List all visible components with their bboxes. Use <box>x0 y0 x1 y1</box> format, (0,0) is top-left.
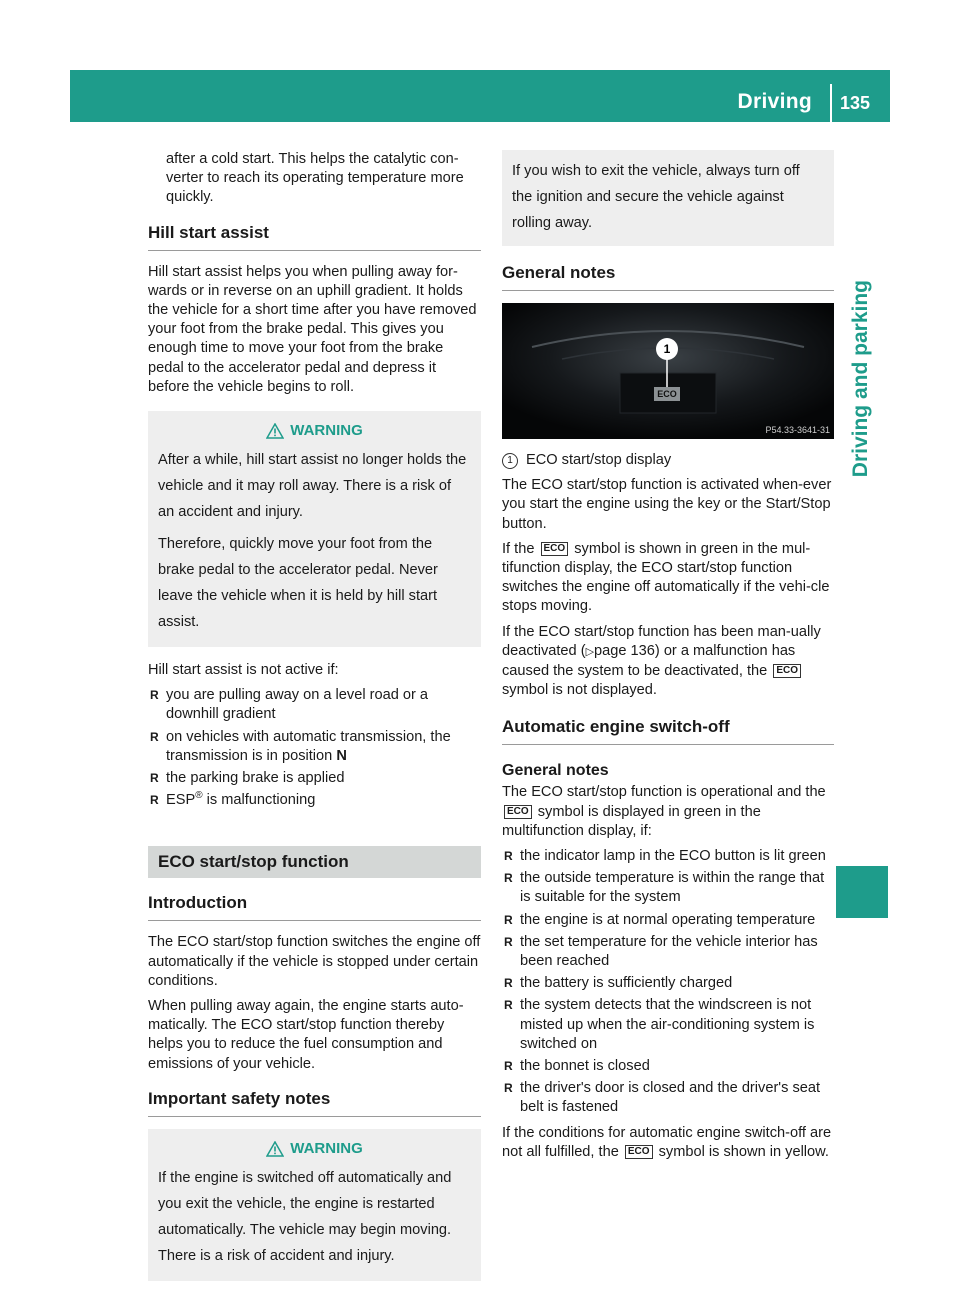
not-active-intro: Hill start assist is not active if: <box>148 662 339 679</box>
paragraph: The ECO start/stop function is operational and the ECO symbol is displayed in green in the multifunction display, if: <box>502 784 826 839</box>
list-item: R the set temperature for the vehicle interior has been reached <box>504 933 818 970</box>
side-marker <box>836 866 888 918</box>
list-item: R on vehicles with automatic transmission, the transmission is in position N <box>150 728 451 764</box>
figure-reference-code: P54.33-3641-31 <box>765 425 830 435</box>
bullet-icon: R <box>504 849 513 864</box>
bullet-icon: R <box>504 871 513 886</box>
esp-label: ESP <box>166 792 196 809</box>
position-letter: N <box>336 747 347 764</box>
figure-caption: 1 ECO start/stop display <box>502 451 834 470</box>
general-notes-heading: General notes <box>502 262 834 291</box>
eco-symbol-icon: ECO <box>504 805 532 819</box>
list-item: R the driver's door is closed and the driver's seat belt is fastened <box>504 1080 821 1116</box>
chapter-title: Driving <box>737 90 812 113</box>
conditions-list <box>502 847 834 1118</box>
warning-icon <box>266 423 284 439</box>
paragraph: If the conditions for automatic engine switch-off are not all fulfilled, the ECO symbol is shown in yellow. <box>502 1124 832 1160</box>
callout-number: 1 <box>663 342 671 356</box>
bullet-icon: R <box>150 688 159 703</box>
list-item: R ESP® is malfunctioning <box>148 791 481 810</box>
list-item: R the bonnet is closed <box>502 1057 834 1076</box>
page-reference-arrow-icon[interactable]: ▷ <box>585 645 595 658</box>
eco-symbol-icon: ECO <box>773 664 801 678</box>
left-column <box>148 150 481 1295</box>
registered-mark: ® <box>195 790 203 802</box>
warning-paragraph: After a while, hill start assist no longer holds the vehicle and it may roll away. There is a risk of an accident and injury. <box>158 452 467 521</box>
warning-box-hill <box>148 411 481 647</box>
introduction-heading: Introduction <box>148 892 481 921</box>
header-separator <box>830 84 832 122</box>
callout-number-icon: 1 <box>502 453 518 469</box>
paragraph: If the ECO symbol is shown in green in the mul-tifunction display, the ECO start/stop function switches the engine off automatically if the vehi-cle stops moving. <box>502 540 830 615</box>
note-box: If you wish to exit the vehicle, always turn off the ignition and secure the vehicle against rolling away. <box>502 150 834 246</box>
not-active-list <box>148 686 481 810</box>
list-item: R the indicator lamp in the ECO button is lit green <box>502 847 834 866</box>
bullet-icon: R <box>504 1081 513 1096</box>
list-item: R the parking brake is applied <box>148 769 481 788</box>
list-item: R the system detects that the windscreen is not misted up when the air-conditioning system is switched on <box>504 997 815 1052</box>
eco-symbol-icon: ECO <box>541 542 569 556</box>
warning-title <box>158 421 471 441</box>
warning-box-eco <box>148 1129 481 1281</box>
general-notes-subheading: General notes <box>502 762 609 780</box>
warning-paragraph: Therefore, quickly move your foot from the brake pedal to the accelerator pedal. Never leave the vehicle when it is held by hill start assist. <box>158 536 438 631</box>
list-item: R you are pulling away on a level road or a downhill gradient <box>150 687 429 723</box>
paragraph: If the ECO start/stop function has been man-ually deactivated (▷page 136) or a malfunction has caused the system to be deactivated, the ECO symbol is not displayed. <box>502 623 821 699</box>
header-bar <box>70 70 890 122</box>
warning-title-text: WARNING <box>290 422 363 440</box>
list-item: R the outside temperature is within the range that is suitable for the system <box>504 870 825 906</box>
eco-section-heading: ECO start/stop function <box>148 846 481 878</box>
introduction-paragraph: When pulling away again, the engine starts auto-matically. The ECO start/stop function thereby helps you to reduce the fuel consumption and emissions of your vehicle. <box>148 998 464 1072</box>
warning-title <box>158 1139 471 1159</box>
warning-paragraph: If the engine is switched off automatically and you exit the vehicle, the engine is restarted automatically. The vehicle may begin moving. There is a risk of accident and injury. <box>158 1169 452 1264</box>
page-number: 135 <box>840 93 871 113</box>
page-reference-link[interactable]: page 136) or a malfunction has caused the system to be deactivated, the <box>502 642 796 680</box>
eco-display-illustration <box>502 303 834 439</box>
side-section-label: Driving and parking <box>849 280 872 478</box>
eco-symbol-icon: ECO <box>625 1145 653 1159</box>
bullet-icon: R <box>504 934 513 949</box>
eco-display-label: ECO <box>657 389 677 399</box>
list-item: R the battery is sufficiently charged <box>502 974 834 993</box>
safety-notes-heading: Important safety notes <box>148 1088 481 1117</box>
paragraph: The ECO start/stop function is activated when-ever you start the engine using the key or the Start/Stop button. <box>502 477 832 532</box>
eco-display-figure <box>502 303 834 439</box>
warning-title-text: WARNING <box>290 1139 363 1157</box>
bullet-icon: R <box>150 729 159 744</box>
side-tab <box>836 280 886 620</box>
bullet-icon: R <box>150 793 159 808</box>
bullet-icon: R <box>504 998 513 1013</box>
hill-start-heading: Hill start assist <box>148 222 481 251</box>
bullet-icon: R <box>504 976 513 991</box>
intro-continuation: after a cold start. This helps the catalytic con-verter to reach its operating temperature more quickly. <box>166 151 464 206</box>
introduction-paragraph: The ECO start/stop function switches the engine off automatically if the vehicle is stopped under certain conditions. <box>148 934 481 989</box>
list-item: R the engine is at normal operating temperature <box>502 911 834 930</box>
right-column <box>502 150 834 1168</box>
bullet-icon: R <box>504 912 513 927</box>
hill-start-text: Hill start assist helps you when pulling away for-wards or in reverse on an uphill gradient. It holds the vehicle for a short time after you have removed your foot from the brake pedal. This gives you enough time to move your foot from the brake pedal to the accelerator pedal and depress it before the vehicle begins to roll. <box>148 263 477 395</box>
bullet-icon: R <box>150 771 159 786</box>
bullet-icon: R <box>504 1059 513 1074</box>
auto-switch-off-heading: Automatic engine switch-off <box>502 716 834 745</box>
warning-icon <box>266 1141 284 1157</box>
